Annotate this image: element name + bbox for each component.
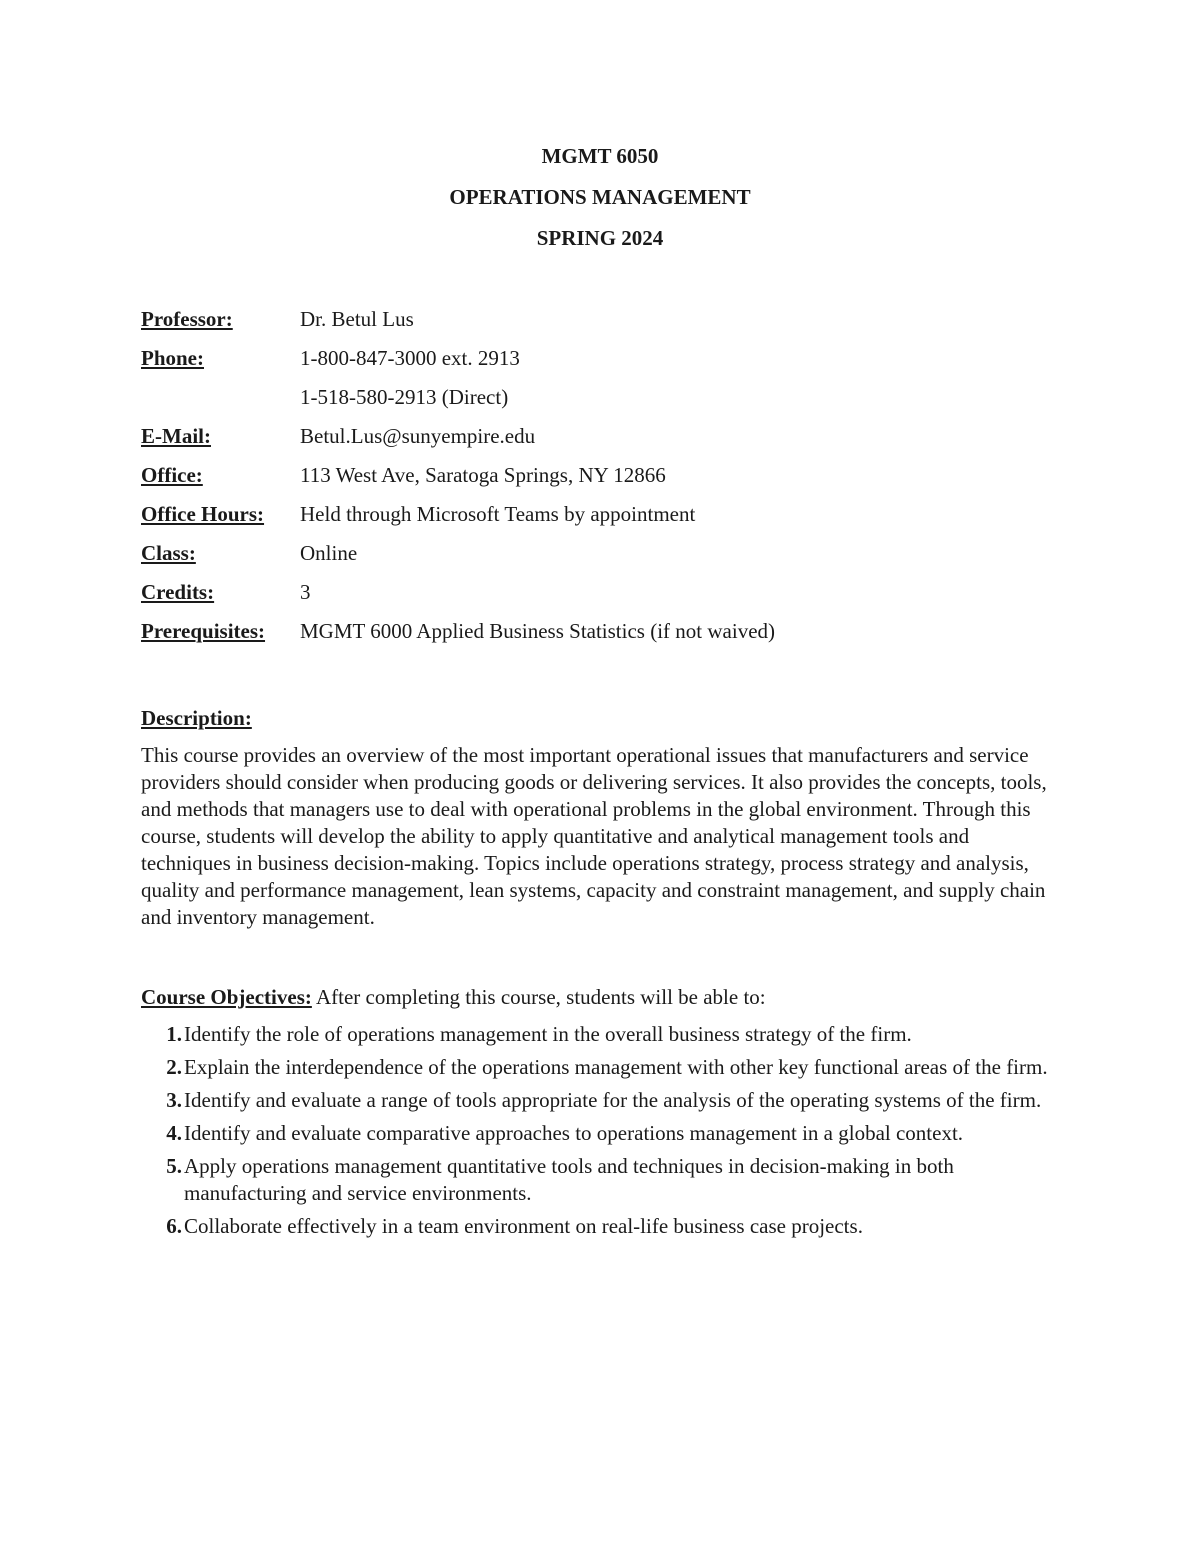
office-hours-value: Held through Microsoft Teams by appointment [300, 502, 696, 526]
objective-item [141, 1087, 1061, 1114]
phone-direct-spacer [141, 383, 300, 422]
objective-text: Explain the interdependence of the operations management with other key functional areas of the firm. [184, 1055, 1048, 1079]
objectives-heading: Course Objectives: [141, 985, 312, 1009]
info-row-office-hours [141, 500, 1091, 539]
phone-label: Phone: [141, 346, 204, 370]
objective-text: Identify and evaluate comparative approaches to operations management in a global context. [184, 1121, 964, 1145]
office-value: 113 West Ave, Saratoga Springs, NY 12866 [300, 463, 666, 487]
objective-number: 1. [166, 1022, 182, 1046]
objectives-intro: After completing this course, students will be able to: [315, 985, 766, 1009]
course-info-table [141, 305, 1091, 656]
objective-number: 6. [166, 1214, 182, 1238]
objective-number: 5. [166, 1154, 182, 1178]
description-body: This course provides an overview of the most important operational issues that manufacturers and service providers should consider when producing goods or delivering services. It also provides the concepts, tools, and methods that managers use to deal with operational problems in the global environment. Through this course, students will develop the ability to apply quantitative and analytical management tools and techniques in business decision-making. Topics include operations strategy, process strategy and analysis, quality and performance management, lean systems, capacity and constraint management, and supply chain and inventory management. [141, 743, 1047, 929]
office-label: Office: [141, 463, 203, 487]
email-label: E-Mail: [141, 424, 211, 448]
class-value: Online [300, 541, 358, 565]
info-row-professor [141, 305, 1091, 344]
objective-text: Identify the role of operations management in the overall business strategy of the firm. [184, 1022, 912, 1046]
course-term: SPRING 2024 [536, 226, 664, 250]
objectives-intro-line [141, 983, 1061, 1021]
objective-item [141, 1021, 1061, 1048]
info-row-office [141, 461, 1091, 500]
info-row-email [141, 422, 1091, 461]
prerequisites-value: MGMT 6000 Applied Business Statistics (if not waived) [300, 619, 776, 643]
info-row-phone-direct [141, 383, 1091, 422]
office-hours-label: Office Hours: [141, 502, 265, 526]
objective-item [141, 1054, 1061, 1081]
objective-item [141, 1153, 1061, 1207]
objective-text: Collaborate effectively in a team environment on real-life business case projects. [184, 1214, 863, 1238]
objective-text: Apply operations management quantitative tools and techniques in decision-making in both manufacturing and service environments. [184, 1154, 954, 1205]
class-label: Class: [141, 541, 196, 565]
credits-label: Credits: [141, 580, 215, 604]
objective-text: Identify and evaluate a range of tools appropriate for the analysis of the operating systems of the firm. [184, 1088, 1042, 1112]
prerequisites-label: Prerequisites: [141, 619, 266, 643]
credits-value: 3 [300, 580, 311, 604]
objective-item [141, 1213, 1061, 1240]
phone-value: 1-800-847-3000 ext. 2913 [300, 346, 520, 370]
objective-item [141, 1120, 1061, 1147]
phone-direct-value: 1-518-580-2913 (Direct) [300, 385, 509, 409]
syllabus-header [0, 142, 1200, 265]
objective-number: 4. [166, 1121, 182, 1145]
objective-number: 2. [166, 1055, 182, 1079]
info-row-phone [141, 344, 1091, 383]
info-row-prerequisites [141, 617, 1091, 656]
course-code: MGMT 6050 [541, 144, 659, 168]
description-heading: Description: [141, 706, 252, 730]
professor-value: Dr. Betul Lus [300, 307, 414, 331]
objectives-section [141, 983, 1061, 1246]
description-section [141, 704, 1061, 931]
email-value: Betul.Lus@sunyempire.edu [300, 424, 536, 448]
professor-label: Professor: [141, 307, 233, 331]
objective-number: 3. [166, 1088, 182, 1112]
objectives-list [141, 1021, 1061, 1240]
info-row-class [141, 539, 1091, 578]
info-row-credits [141, 578, 1091, 617]
course-title: OPERATIONS MANAGEMENT [449, 185, 751, 209]
